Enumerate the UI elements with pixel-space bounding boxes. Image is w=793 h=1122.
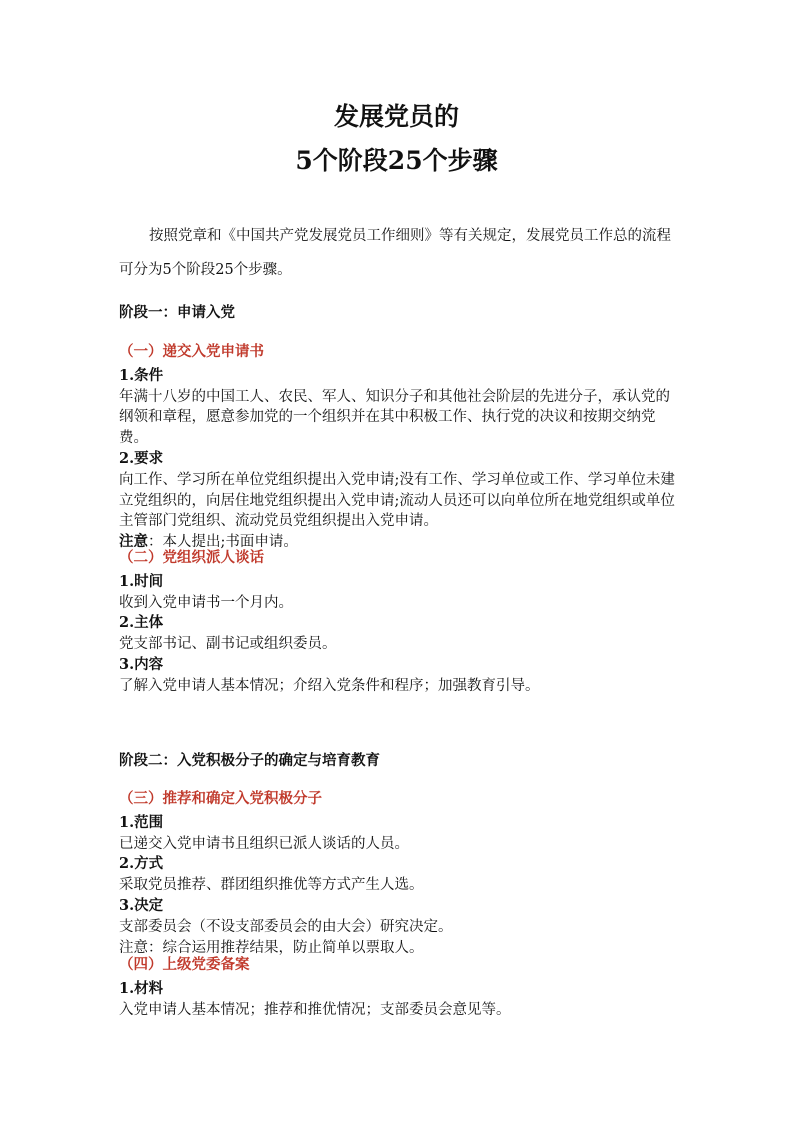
section-4-heading: （四）上级党委备案	[119, 956, 250, 973]
section-2-item-3-label: 3.内容	[119, 655, 164, 673]
section-1-note-label: 注意	[119, 533, 148, 551]
section-3-item-1-text: 已递交入党申请书且组织已派人谈话的人员。	[119, 835, 409, 852]
section-1-note-text: ：本人提出;书面申请。	[148, 534, 298, 551]
section-3-item-3-label: 3.决定	[119, 896, 164, 914]
section-3-note: 注意：综合运用推荐结果，防止简单以票取人。	[119, 939, 424, 956]
section-1	[119, 342, 684, 553]
stage2-heading: 阶段二：入党积极分子的确定与培育教育	[119, 752, 380, 769]
section-1-item-1-text: 年满十八岁的中国工人、农民、军人、知识分子和其他社会阶层的先进分子，承认党的纲领和章程，愿意参加党的一个组织并在其中积极工作、执行党的决议和按期交纳党费。	[119, 388, 670, 447]
intro-paragraph: 按照党章和《中国共产党发展党员工作细则》等有关规定，发展党员工作总的流程可分为5个阶段25个步骤。	[119, 228, 671, 278]
document-title-line1: 发展党员的	[333, 102, 459, 131]
section-3	[119, 789, 684, 958]
section-3-item-2-label: 2.方式	[119, 855, 164, 873]
section-2-item-1-label: 1.时间	[119, 572, 164, 590]
section-2-item-2-text: 党支部书记、副书记或组织委员。	[119, 636, 337, 653]
section-2-item-2-label: 2.主体	[119, 614, 164, 632]
section-4-item-1-label: 1.材料	[119, 979, 164, 997]
section-1-item-1-label: 1.条件	[119, 366, 164, 384]
section-4-item-1-text: 入党申请人基本情况；推荐和推优情况；支部委员会意见等。	[119, 1001, 511, 1018]
section-3-item-2-text: 采取党员推荐、群团组织推优等方式产生人选。	[119, 877, 424, 894]
section-3-item-3-text: 支部委员会（不设支部委员会的由大会）研究决定。	[119, 918, 453, 935]
document-title-line2: 5个阶段25个步骤	[295, 146, 498, 175]
stage1-heading: 阶段一：申请入党	[119, 304, 235, 321]
section-3-item-1-label: 1.范围	[119, 813, 164, 831]
section-2-heading: （二）党组织派人谈话	[119, 549, 264, 566]
section-1-item-2-text: 向工作、学习所在单位党组织提出入党申请;没有工作、学习单位或工作、学习单位未建立党组织的，向居住地党组织提出入党申请;流动人员还可以向单位所在地党组织或单位主管部门党组织、流动党员党组织提出入党申请。	[119, 471, 675, 530]
section-1-item-2-label: 2.要求	[119, 449, 164, 467]
section-2	[119, 548, 684, 697]
section-2-item-1-text: 收到入党申请书一个月内。	[119, 594, 293, 611]
section-4	[119, 955, 684, 1020]
section-2-item-3-text: 了解入党申请人基本情况；介绍入党条件和程序；加强教育引导。	[119, 677, 540, 694]
section-1-heading: （一）递交入党申请书	[119, 343, 264, 360]
section-3-heading: （三）推荐和确定入党积极分子	[119, 790, 322, 807]
